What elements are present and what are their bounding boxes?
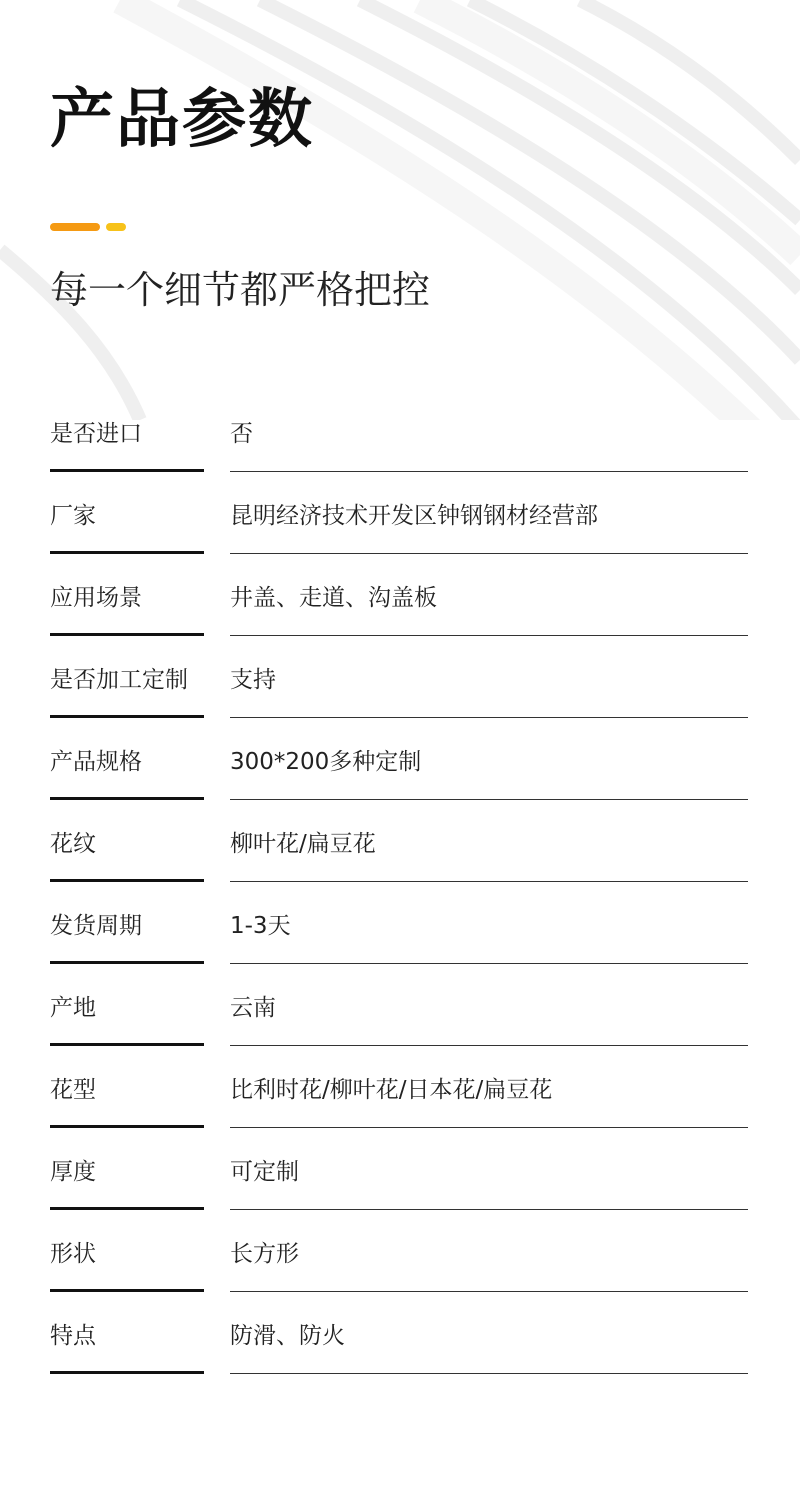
spec-label: 厂家 xyxy=(50,503,96,529)
spec-value: 云南 xyxy=(230,995,276,1021)
spec-value: 长方形 xyxy=(230,1241,299,1267)
value-divider xyxy=(230,881,748,882)
spec-row-application xyxy=(0,555,800,637)
label-divider xyxy=(50,551,204,554)
spec-value: 否 xyxy=(230,421,253,447)
value-divider xyxy=(230,1373,748,1374)
spec-row-customization xyxy=(0,637,800,719)
spec-label: 形状 xyxy=(50,1241,96,1267)
value-divider xyxy=(230,717,748,718)
value-divider xyxy=(230,1209,748,1210)
spec-row-imported xyxy=(0,391,800,473)
value-divider xyxy=(230,1291,748,1292)
page-title: 产品参数 xyxy=(50,83,314,157)
value-divider xyxy=(230,635,748,636)
label-divider xyxy=(50,1289,204,1292)
value-divider xyxy=(230,471,748,472)
label-divider xyxy=(50,1207,204,1210)
spec-label: 是否加工定制 xyxy=(50,667,188,693)
spec-row-manufacturer xyxy=(0,473,800,555)
accent-bar-short xyxy=(106,223,126,231)
spec-row-size xyxy=(0,719,800,801)
spec-row-origin xyxy=(0,965,800,1047)
page-subtitle: 每一个细节都严格把控 xyxy=(50,268,431,312)
value-divider xyxy=(230,799,748,800)
spec-value: 昆明经济技术开发区钟钢钢材经营部 xyxy=(230,503,598,529)
label-divider xyxy=(50,961,204,964)
spec-value: 井盖、走道、沟盖板 xyxy=(230,585,437,611)
label-divider xyxy=(50,469,204,472)
label-divider xyxy=(50,1371,204,1374)
spec-table xyxy=(0,391,800,1375)
label-divider xyxy=(50,879,204,882)
spec-row-features xyxy=(0,1293,800,1375)
spec-value: 300*200多种定制 xyxy=(230,749,422,775)
spec-row-pattern-type xyxy=(0,1047,800,1129)
spec-row-thickness xyxy=(0,1129,800,1211)
spec-row-pattern xyxy=(0,801,800,883)
background-curves xyxy=(0,0,800,420)
label-divider xyxy=(50,1125,204,1128)
accent-bar-long xyxy=(50,223,100,231)
spec-value: 1-3天 xyxy=(230,913,291,939)
spec-value: 比利时花/柳叶花/日本花/扁豆花 xyxy=(230,1077,553,1103)
spec-label: 产品规格 xyxy=(50,749,142,775)
spec-label: 特点 xyxy=(50,1323,96,1349)
label-divider xyxy=(50,797,204,800)
spec-label: 应用场景 xyxy=(50,585,142,611)
label-divider xyxy=(50,715,204,718)
spec-value: 可定制 xyxy=(230,1159,299,1185)
value-divider xyxy=(230,1127,748,1128)
spec-row-shape xyxy=(0,1211,800,1293)
label-divider xyxy=(50,1043,204,1046)
spec-label: 发货周期 xyxy=(50,913,142,939)
spec-label: 花型 xyxy=(50,1077,96,1103)
spec-value: 柳叶花/扁豆花 xyxy=(230,831,376,857)
value-divider xyxy=(230,553,748,554)
spec-value: 支持 xyxy=(230,667,276,693)
value-divider xyxy=(230,1045,748,1046)
spec-label: 是否进口 xyxy=(50,421,142,447)
spec-value: 防滑、防火 xyxy=(230,1323,345,1349)
spec-label: 花纹 xyxy=(50,831,96,857)
spec-row-delivery xyxy=(0,883,800,965)
label-divider xyxy=(50,633,204,636)
spec-label: 厚度 xyxy=(50,1159,96,1185)
value-divider xyxy=(230,963,748,964)
spec-label: 产地 xyxy=(50,995,96,1021)
